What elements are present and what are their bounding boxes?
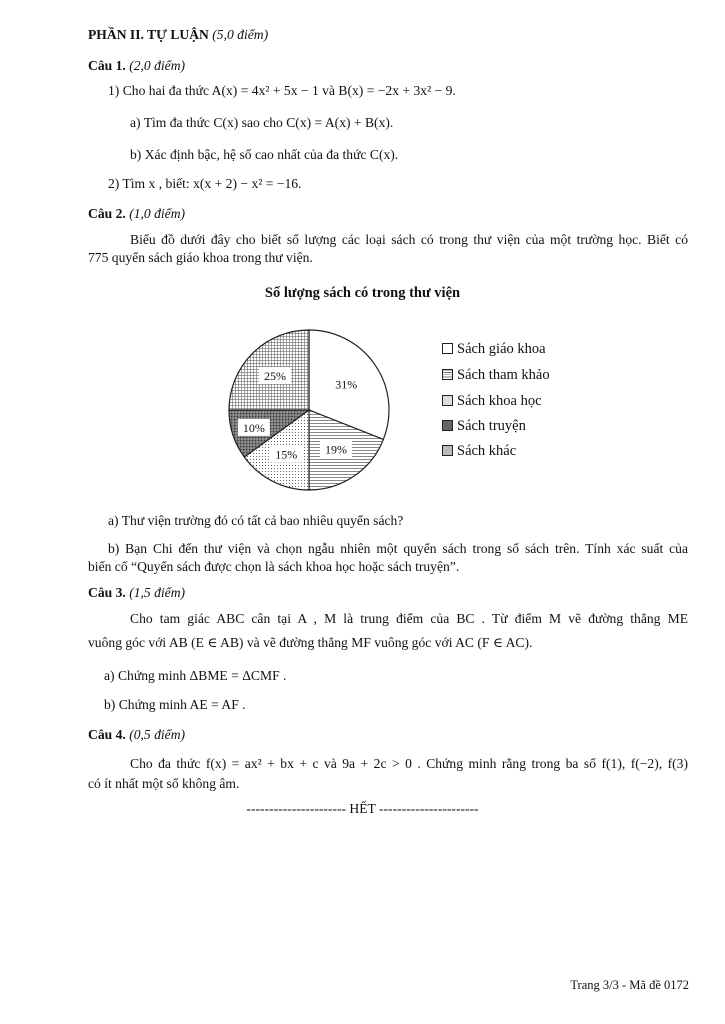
q2-intro-line1: Biểu đồ dưới đây cho biết số lượng các loại sách có trong thư viện của một trường học. Biết có: [130, 232, 688, 247]
legend-label: Sách truyện: [457, 418, 526, 434]
section-points: (5,0 điểm): [212, 27, 269, 42]
section-heading: [88, 26, 268, 43]
legend-label: Sách khác: [457, 443, 517, 459]
q3-heading: [88, 584, 185, 601]
legend-item-sach-giao-khoa: [442, 341, 546, 358]
q3-line2: vuông góc với AB (E ∈ AB) và vẽ đường thẳng MF vuông góc với AC (F ∈ AC).: [88, 635, 533, 650]
q4-points: (0,5 điểm): [129, 727, 186, 742]
legend-label: Sách giáo khoa: [457, 341, 546, 357]
q2-intro-line2: 775 quyển sách giáo khoa trong thư viện.: [88, 250, 313, 265]
slice-label: 31%: [335, 377, 358, 392]
page-footer: Trang 3/3 - Mã đề 0172: [570, 978, 689, 992]
q1-item2: 2) Tìm x , biết: x(x + 2) − x² = −16.: [108, 176, 302, 191]
q2-part-b-line2: biến cố “Quyển sách được chọn là sách khoa học hoặc sách truyện”.: [88, 559, 460, 574]
legend-swatch: [442, 369, 453, 380]
legend-label: Sách khoa học: [457, 393, 542, 409]
q4-heading: [88, 726, 185, 743]
slice-label: 19%: [324, 442, 347, 457]
q2-label: Câu 2.: [88, 206, 126, 221]
legend-swatch: [442, 420, 453, 431]
end-marker: ---------------------- HẾT ----------------------: [246, 801, 479, 816]
q1-item1-a: a) Tìm đa thức C(x) sao cho C(x) = A(x) + B(x).: [130, 115, 394, 130]
legend-item-sach-truyen: [442, 418, 526, 435]
q3-part-a: a) Chứng minh ΔBME = ΔCMF .: [104, 668, 287, 683]
legend-item-sach-tham-khao: [442, 367, 550, 384]
slice-label: 15%: [275, 447, 298, 462]
q4-line1: Cho đa thức f(x) = ax² + bx + c và 9a + 2c > 0 . Chứng minh rằng trong ba số f(1), f(−2), f(3): [130, 756, 688, 771]
q1-points: (2,0 điểm): [129, 58, 186, 73]
q2-part-b-line1: b) Bạn Chi đến thư viện và chọn ngẫu nhiên một quyển sách trong số sách trên. Tính xác suất của: [108, 541, 688, 556]
legend-swatch: [442, 395, 453, 406]
q1-item1-b: b) Xác định bậc, hệ số cao nhất của đa thức C(x).: [130, 147, 399, 162]
q2-heading: [88, 205, 185, 222]
legend-swatch: [442, 343, 453, 354]
slice-label: 25%: [264, 369, 287, 384]
slice-label: 10%: [242, 420, 265, 435]
legend-item-sach-khac: [442, 443, 516, 460]
legend-swatch: [442, 445, 453, 456]
pie-chart: [0, 305, 725, 535]
q4-line2: có ít nhất một số không âm.: [88, 776, 240, 791]
q3-part-b: b) Chứng minh AE = AF .: [104, 697, 246, 712]
q3-label: Câu 3.: [88, 585, 126, 600]
legend-item-sach-khoa-hoc: [442, 393, 542, 410]
section-title: PHẦN II. TỰ LUẬN: [88, 27, 209, 42]
q4-label: Câu 4.: [88, 727, 126, 742]
chart-title: Số lượng sách có trong thư viện: [264, 285, 461, 301]
q1-label: Câu 1.: [88, 58, 126, 73]
q3-points: (1,5 điểm): [129, 585, 186, 600]
q3-line1: Cho tam giác ABC cân tại A , M là trung điểm của BC . Từ điểm M vẽ đường thẳng ME: [130, 611, 688, 626]
q1-item1: 1) Cho hai đa thức A(x) = 4x² + 5x − 1 và B(x) = −2x + 3x² − 9.: [108, 83, 456, 98]
q2-part-a: a) Thư viện trường đó có tất cả bao nhiêu quyển sách?: [108, 513, 404, 528]
q2-points: (1,0 điểm): [129, 206, 186, 221]
legend-label: Sách tham khảo: [457, 367, 550, 383]
q1-heading: [88, 57, 185, 74]
